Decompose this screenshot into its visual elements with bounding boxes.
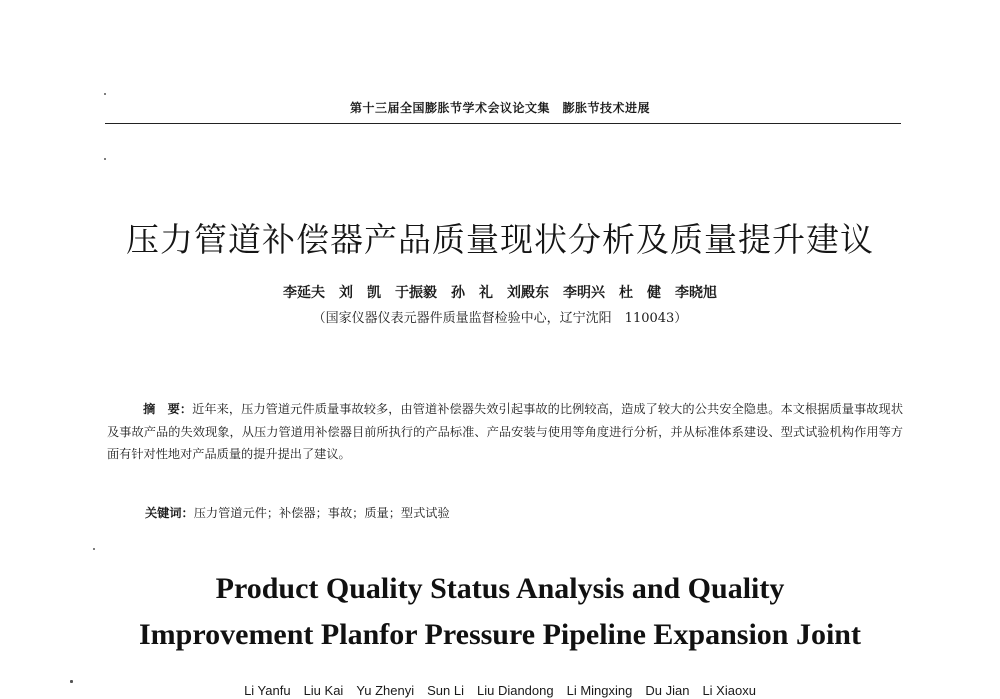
title-en-line-1: Product Quality Status Analysis and Quality [215, 572, 785, 605]
scan-speck [93, 548, 95, 550]
header-rule [105, 123, 901, 124]
paper-title-en [0, 566, 1000, 658]
affiliation-cn: （国家仪器仪表元器件质量监督检验中心，辽宁沈阳 110043） [312, 311, 688, 326]
running-header: 第十三届全国膨胀节学术会议论文集 膨胀节技术进展 [349, 101, 650, 115]
title-en-line-2: Improvement Planfor Pressure Pipeline Expansion Joint [139, 618, 861, 651]
abstract-text: 近年来，压力管道元件质量事故较多，由管道补偿器失效引起事故的比例较高，造成了较大的公共安全隐患。本文根据质量事故现状及事故产品的失效现象，从压力管道用补偿器目前所执行的产品标准、产品安装与使用等角度进行分析，并从标准体系建设、型式试验机构作用等方面有针对性地对产品质量的提升提出了建议。 [107, 402, 904, 462]
abstract-label: 摘 要： [143, 402, 193, 416]
scan-speck [104, 93, 106, 95]
scan-speck [104, 158, 106, 160]
authors-en: Li Yanfu Liu Kai Yu Zhenyi Sun Li Liu Diandong Li Mingxing Du Jian Li Xiaoxu [244, 683, 756, 698]
keywords [145, 504, 905, 521]
paper-title-cn: 压力管道补偿器产品质量现状分析及质量提升建议 [126, 220, 874, 259]
scan-speck [70, 680, 73, 683]
authors-cn: 李延夫 刘 凯 于振毅 孙 礼 刘殿东 李明兴 杜 健 李晓旭 [283, 285, 717, 301]
keywords-text: 压力管道元件；补偿器；事故；质量；型式试验 [193, 506, 450, 520]
abstract [107, 398, 903, 466]
keywords-label: 关键词： [145, 506, 194, 520]
